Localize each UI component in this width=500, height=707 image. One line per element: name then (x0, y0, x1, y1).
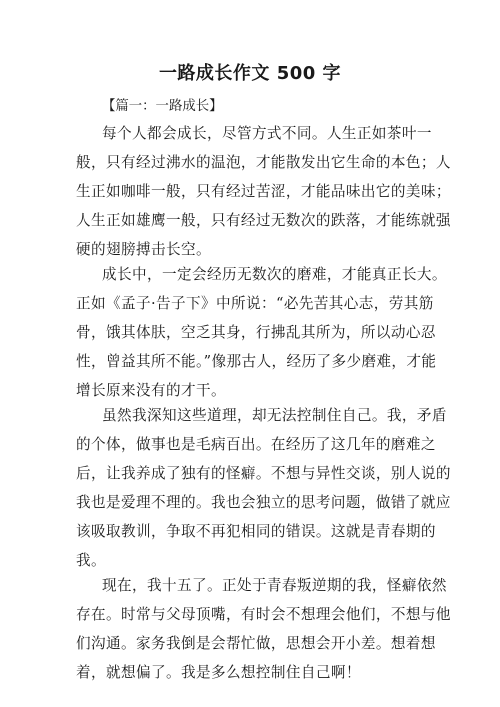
paragraph-line: 般，只有经过沸水的温泡，才能散发出它生命的本色；人 (76, 154, 451, 171)
paragraph-line: 虽然我深知这些道理，却无法控制住自己。我，矛盾 (102, 407, 447, 424)
paragraph-line: 存在。时常与父母顶嘴，有时会不想理会他们，不想与他 (76, 606, 451, 623)
paragraph-line: 着，就想偏了。我是多么想控制住自己啊！ (76, 664, 361, 681)
paragraph-line: 后，让我养成了独有的怪癖。不想与异性交谈，别人说的 (76, 465, 451, 482)
paragraph-line: 们沟通。家务我倒是会帮忙做，思想会开小差。想着想 (76, 635, 436, 652)
paragraph-line: 成长中，一定会经历无数次的磨难，才能真正长大。 (102, 266, 447, 283)
paragraph-line: 我也是爱理不理的。我也会独立的思考问题，做错了就应 (76, 494, 451, 511)
paragraph-line: 的个体，做事也是毛病百出。在经历了这几年的磨难之 (76, 436, 436, 453)
paragraph-line: 该吸取教训，争取不再犯相同的错误。这就是青春期的 (76, 523, 436, 540)
paragraph-line: 骨，饿其体肤，空乏其身，行拂乱其所为，所以动心忍 (76, 324, 436, 341)
paragraph-line: 现在，我十五了。正处于青春叛逆期的我，怪癖依然 (102, 577, 447, 594)
paragraph-line: 人生正如雄鹰一般，只有经过无数次的跌落，才能练就强 (76, 212, 451, 229)
document-title: 一路成长作文 500 字 (158, 63, 342, 84)
paragraph-line: 每个人都会成长，尽管方式不同。人生正如茶叶一 (102, 125, 432, 142)
section-label: 【篇一：一路成长】 (102, 99, 223, 114)
paragraph-line: 硬的翅膀搏击长空。 (76, 241, 211, 258)
paragraph-line: 性，曾益其所不能。”像那古人，经历了多少磨难，才能 (76, 353, 437, 370)
paragraph-line: 增长原来没有的才干。 (76, 382, 226, 399)
paragraph-line: 正如《孟子·告子下》中所说：“必先苦其心志，劳其筋 (76, 295, 434, 312)
paragraph-line: 我。 (76, 552, 106, 569)
paragraph-line: 生正如咖啡一般，只有经过苦涩，才能品味出它的美味； (76, 183, 451, 200)
